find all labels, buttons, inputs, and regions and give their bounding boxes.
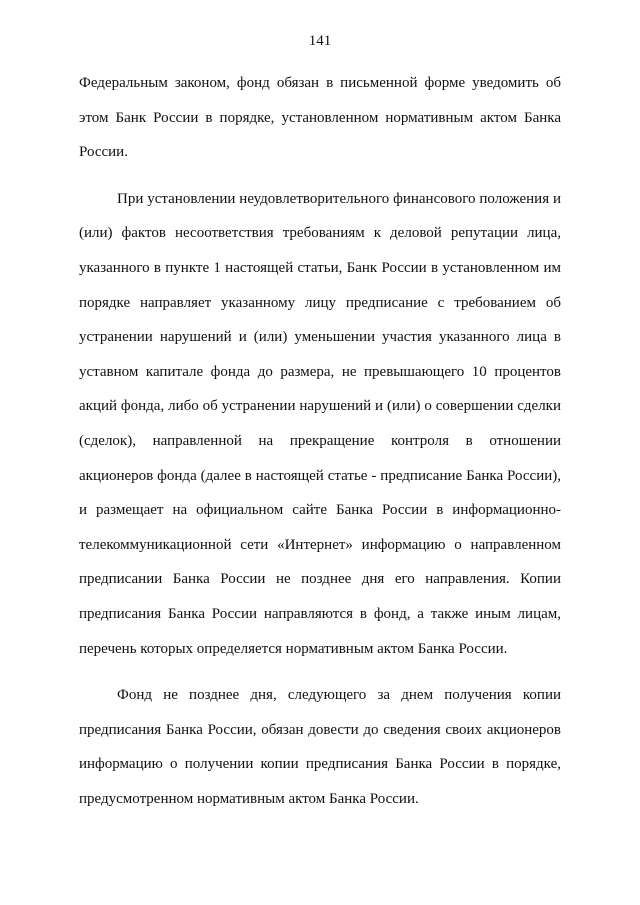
paragraph-1 xyxy=(79,66,561,170)
text-line: уставном капитале фонда до размера, не превышающего 10 процентов xyxy=(79,363,561,380)
text-line: порядке направляет указанному лицу предписание с требованием об xyxy=(79,294,561,311)
text-line: Фонд не позднее дня, следующего за днем получения копии xyxy=(117,687,561,704)
text-line: предусмотренном нормативным актом Банка России. xyxy=(79,790,419,807)
text-line: телекоммуникационной сети «Интернет» информацию о направленном xyxy=(79,536,561,553)
document-body xyxy=(79,66,561,816)
text-line: акций фонда, либо об устранении нарушений и (или) о совершении сделки xyxy=(79,398,561,415)
page-number: 141 xyxy=(308,33,332,49)
text-line: предписания Банка России направляются в фонд, а также иным лицам, xyxy=(79,605,561,622)
text-line: и размещает на официальном сайте Банка России в информационно- xyxy=(79,502,561,519)
text-line: (сделок), направленной на прекращение контроля в отношении xyxy=(79,432,561,449)
paragraph-3 xyxy=(79,678,561,816)
paragraph-gap xyxy=(79,666,561,678)
text-line: (или) фактов несоответствия требованиям к деловой репутации лица, xyxy=(79,225,561,242)
text-line: предписания Банка России, обязан довести до сведения своих акционеров xyxy=(79,721,561,738)
text-line: перечень которых определяется нормативным актом Банка России. xyxy=(79,640,508,657)
text-line: Федеральным законом, фонд обязан в письменной форме уведомить об xyxy=(79,75,561,91)
text-line: этом Банк России в порядке, установленном нормативным актом Банка xyxy=(79,109,561,126)
text-line: России. xyxy=(79,144,128,161)
text-line: акционеров фонда (далее в настоящей статье - предписание Банка России), xyxy=(79,467,561,484)
text-line: информацию о получении копии предписания Банка России в порядке, xyxy=(79,756,561,773)
text-line: предписании Банка России не позднее дня его направления. Копии xyxy=(79,571,561,588)
paragraph-gap xyxy=(79,170,561,182)
text-line: При установлении неудовлетворительного финансового положения и xyxy=(117,190,561,207)
paragraph-2 xyxy=(79,182,561,666)
text-line: устранении нарушений и (или) уменьшении участия указанного лица в xyxy=(79,329,561,346)
text-line: указанного в пункте 1 настоящей статьи, Банк России в установленном им xyxy=(79,259,561,276)
